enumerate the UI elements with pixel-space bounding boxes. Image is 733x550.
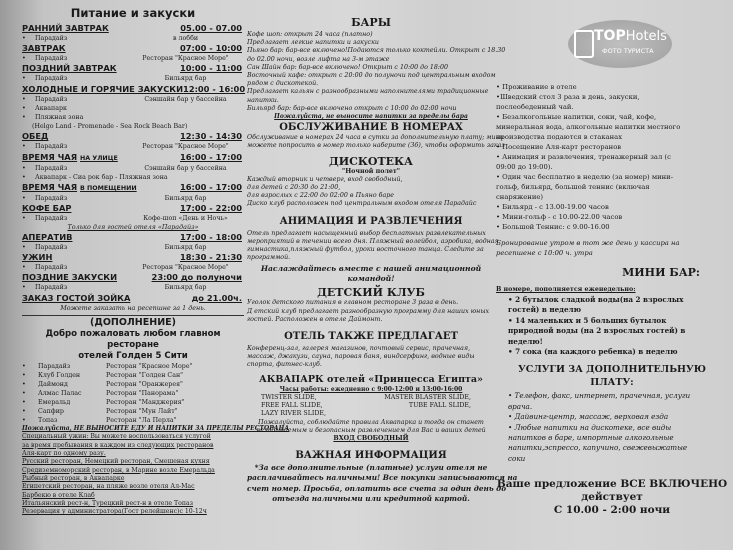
restaurant-name: Ресторан "Ла Перла" — [106, 417, 177, 425]
restaurant-row — [22, 389, 244, 398]
animation-line: Отель предлагает насыщенный выбор бесплатных развлекательных — [247, 229, 486, 237]
disco-line: Диско клуб расположен под центральным входом отеля Парадайс — [247, 200, 477, 208]
kids-club-line: Уголок детского питания в главном ресторане 3 раза в день. — [247, 299, 459, 307]
meal-spot: Кофе-шоп «День и Ночь» — [143, 215, 228, 223]
kids-club-title: ДЕТСКИЙ КЛУБ — [317, 286, 425, 300]
meal-note: Только для гостей отеля «Парадайз» — [67, 223, 199, 232]
meal-location-row — [22, 95, 244, 104]
hotel-offers-line: массаж, джакузи, сауна, паровая баня, виндсерфинг, водные виды — [247, 353, 475, 361]
inclusion-line: снаряжение) — [496, 193, 544, 201]
meal-time: 07:00 - 10:00 — [179, 43, 242, 54]
paid-services-list — [508, 391, 728, 464]
important-info-line: отъезда наличными или кредитной картой. — [272, 493, 470, 503]
special-dinner-line: Рыбный ресторан, в Аквапарке — [22, 474, 125, 482]
meal-time: 16:00 - 17:00 — [179, 151, 242, 162]
paid-service-line: • Любые напитки на дискотеке, все виды — [508, 422, 672, 432]
bullet-icon: • — [22, 381, 26, 389]
meal-location-row — [22, 283, 244, 292]
meal-name: ОБЕД — [22, 131, 49, 142]
meal-name-wrap — [22, 152, 118, 164]
inclusion-line: послеобеденный чай. — [496, 103, 574, 111]
room-service-line: можете попросить в номер только наберите (36), чтобы оформить заказ — [247, 142, 505, 150]
meal-time: 12:30 - 14:30 — [179, 131, 242, 142]
kids-club-text — [247, 299, 495, 324]
meal-name-wrap — [22, 203, 71, 214]
paid-service-line: • Телефон, факс, интернет, прачечная, услуги — [508, 391, 691, 401]
booking-line: ресепшене с 10:00 ч. утра — [496, 249, 593, 257]
meal-name-wrap — [22, 131, 48, 142]
bullet-icon: • — [22, 390, 26, 398]
meal-row — [22, 131, 244, 142]
meal-place: Парадайз — [35, 215, 68, 223]
bullet-icon: • — [22, 363, 26, 371]
meal-spot — [127, 113, 244, 122]
special-dinner-list — [22, 433, 244, 516]
animation-title: АНИМАЦИЯ И РАЗВЛЕЧЕНИЯ — [279, 215, 463, 227]
meal-name: КОФЕ БАР — [22, 203, 72, 214]
animation-line: мероприятий в течении всего дня. Пляжный волейбол, аэробика, водная — [247, 237, 499, 245]
meal-name: ВРЕМЯ ЧАЯ — [22, 182, 78, 193]
special-dinner-line: Барбекю в отеле Клаб — [22, 491, 95, 499]
special-dinner-line: Русский ресторан, Немецкий ресторан, Смешеная кухня — [22, 458, 210, 466]
meal-name: ЗАКАЗ ГОСТОЙ ЗОЙКА — [22, 292, 131, 303]
meal-spot: Сэншайн бар у бассейна — [144, 164, 227, 172]
disco-title: ДИСКОТЕКА — [328, 154, 414, 168]
animation-line: гимнастика,пляжный футбол, уроки восточного танца. Следите за — [247, 246, 484, 254]
meal-name: АПЕРАТИВ — [22, 232, 73, 243]
meal-spot — [127, 173, 244, 182]
special-dinner-line: Специальный ужин: Вы можете воспользоваться услугой — [22, 433, 211, 441]
restaurant-name: Ресторан "Панорама" — [106, 390, 179, 398]
meal-row — [22, 182, 244, 194]
slide-right: TUBE FALL SLIDE, — [408, 402, 471, 410]
inclusion-line: • Бильярд - с 13.00-19.00 часов — [496, 203, 609, 211]
aquapark-text — [247, 419, 495, 435]
animation-slogan-1: Наслаждайтесь вместе с нашей анимационной — [260, 264, 482, 274]
meal-place: Парадайз — [35, 195, 68, 203]
meal-row — [22, 293, 244, 304]
watermark-brand: TOPHotels — [594, 28, 667, 44]
allinclusive-line-2: действует — [581, 491, 643, 504]
meal-time: 17:00 - 18:00 — [179, 232, 242, 243]
disco-line: Каждый вторник и четверг, вход свободный, — [247, 175, 403, 183]
meal-spot: Ресторан "Красное Море" — [142, 264, 229, 272]
important-info-title: ВАЖНАЯ ИНФОРМАЦИЯ — [295, 450, 447, 462]
minibar-line: • 14 маленьких и 5 больших бутылок — [508, 315, 667, 325]
meal-place: Парадайз — [35, 284, 68, 292]
bullet-icon: • — [22, 114, 26, 122]
inclusion-line: гольф, бильярд, большой теннис (включая — [496, 183, 650, 191]
special-dinner-line: Аля-карт по одному разу. — [22, 450, 106, 458]
inclusion-line: производства подаются в стаканах — [496, 133, 623, 141]
bullet-icon: • — [22, 215, 26, 223]
meal-place: Пляжная зона — [35, 114, 84, 122]
bullet-icon: • — [22, 164, 26, 172]
meal-time: 23:00 до полуночи — [151, 272, 242, 283]
aquapark-line: незабываемым и безопасным развлечением для Вас и ваших детей — [256, 426, 486, 434]
minibar-line: • 7 сока (на каждого ребенка) в неделю — [508, 347, 678, 357]
paid-service-line: врача. — [508, 401, 533, 411]
restaurant-row — [22, 380, 244, 389]
meal-place: Аквапарк - Сиа рок бар - Пляжная зона — [35, 173, 168, 181]
bullet-icon: • — [22, 173, 26, 181]
inclusion-line: •Шведский стол 3 раза в день, закуски, — [496, 93, 640, 101]
bullet-icon: • — [22, 399, 26, 407]
aquapark-slides — [247, 394, 495, 419]
important-info-line: расплачивайтесь наличными! Все покупки записываются на — [247, 473, 518, 483]
meal-name-wrap — [22, 23, 109, 34]
restaurant-hotel: Парадайз — [38, 363, 71, 371]
slide-left: LAZY RIVER SLIDE, — [261, 410, 327, 418]
kids-club-line: гостей. Расположен в отеле Даймонт. — [247, 315, 383, 323]
bars-line: Сан Шайн бар: бар-все включено! Открыт с 10:00 до 18:00 — [247, 63, 449, 71]
bullet-icon: • — [22, 408, 26, 416]
meal-location-note: (Helgo Land - Promenade - Sea Rock Beach Bar) — [32, 123, 188, 131]
minibar-line: • 2 бутылок сладкой воды(на 2 взрослых — [508, 295, 684, 304]
disco-subtitle: "Ночной полет" — [341, 167, 401, 175]
restaurant-row — [22, 407, 244, 416]
minibar-intro: В номере, пополняется еженедельно: — [496, 286, 636, 293]
inclusions-list — [496, 82, 728, 232]
meal-time: 17:00 - 22:00 — [179, 203, 242, 214]
meal-name-wrap — [22, 293, 130, 304]
meal-name-wrap — [22, 252, 52, 263]
food-notice: Пожалуйста, НЕ ВЫНОСИТЕ ЕДУ И НАПИТКИ ЗА ПРЕДЕЛЫ РЕСТОРАНА — [22, 425, 290, 433]
paid-service-line: напитки,эспрессо, капучино, свежевыжатые — [508, 443, 688, 453]
meals-list — [22, 23, 244, 304]
meal-name-wrap — [22, 272, 117, 283]
meal-time: 16:00 - 17:00 — [179, 182, 242, 193]
meal-name: ПОЗДНИЕ ЗАКУСКИ — [22, 272, 118, 283]
animation-text — [247, 229, 499, 263]
hotel-offers-text — [247, 345, 495, 370]
important-info-line: *За все дополнительные (платные) услуги отеля не — [254, 463, 488, 473]
special-dinner-line: за время пребывания в каждом из следующих ресторанов — [22, 441, 214, 449]
meal-location-row — [22, 243, 244, 252]
bullet-icon: • — [22, 35, 26, 42]
animation-line: программой. — [247, 254, 291, 262]
restaurant-row — [22, 398, 244, 407]
meal-spot: в лобби — [172, 35, 199, 42]
meal-row — [22, 84, 244, 95]
meal-place: Парадайз — [35, 264, 68, 272]
booking-line: Бронирование утром в тот же день у кассира на — [496, 239, 680, 247]
bars-line: напитки. — [247, 96, 279, 104]
meal-place: Парадайз — [35, 55, 68, 63]
meal-name-tail: В ПОМЕЩЕНИИ — [80, 185, 137, 193]
disco-text — [247, 176, 495, 209]
meal-name-wrap — [22, 43, 66, 54]
meal-spot: Ресторан "Красное Море" — [142, 143, 229, 151]
meal-location-row — [22, 173, 244, 182]
meal-location-row — [22, 74, 244, 83]
meal-row — [22, 43, 244, 54]
animation-slogan-2: командой! — [347, 274, 395, 284]
room-service-line: Обслуживание в номерах 24 часа в сутки за дополнительную плату; мини — [247, 134, 504, 142]
bullet-icon: • — [22, 284, 26, 292]
minibar-list — [508, 295, 728, 357]
meal-place: Парадайз — [35, 35, 68, 42]
meal-row — [22, 152, 244, 164]
meal-row — [22, 272, 244, 283]
inclusion-line: • Большой Теннис: с 9.00-16.00 — [496, 223, 610, 231]
meal-location-row — [22, 194, 244, 203]
meal-place: Парадайз — [35, 143, 68, 151]
restaurant-row — [22, 362, 244, 371]
inclusion-line: минеральная вода, алкогольные напитки местного — [496, 123, 681, 131]
meal-name-wrap — [22, 84, 183, 95]
meal-place: Парадайз — [35, 75, 68, 83]
package-column — [496, 52, 728, 517]
meal-spot: Бильярд бар — [164, 195, 207, 203]
bars-title: БАРЫ — [351, 16, 391, 29]
bars-line: Пьяно бар: бар-все включено!Подаются только коктейли. Открыт с 18.30 — [247, 47, 506, 55]
meal-name-wrap — [22, 232, 72, 243]
inclusion-line: • Посещение Аля-карт ресторанов — [496, 143, 622, 151]
meal-row — [22, 232, 244, 243]
watermark-caption: ФОТО ТУРИСТА — [602, 47, 654, 55]
bullet-icon: • — [22, 95, 26, 103]
meal-time: 18:30 - 21:30 — [179, 252, 242, 263]
special-dinner-line: Резервация у администратора(Гост релейшенс)с 10-12ч — [22, 508, 207, 516]
meal-name-wrap — [22, 63, 117, 74]
meal-spot — [127, 104, 244, 113]
bars-line: Предлагает легкие напитки и закуски — [247, 39, 379, 47]
meal-location-row — [22, 214, 244, 223]
minibar-line: гостей) в неделю — [508, 305, 581, 315]
meal-spot: Бильярд бар — [164, 284, 207, 292]
meal-time: 05.00 - 07.00 — [180, 23, 242, 33]
bars-list — [247, 31, 506, 113]
restaurant-list — [22, 362, 244, 425]
restaurant-row — [22, 416, 244, 425]
hotel-offers-title: ОТЕЛЬ ТАКЖЕ ПРЕДЛАГАЕТ — [284, 331, 458, 343]
restaurant-hotel: Емеральд — [38, 399, 71, 407]
minibar-line: неделю! — [508, 336, 543, 346]
meal-spot: Ресторан "Красное Море" — [142, 55, 229, 63]
slide-row — [247, 402, 495, 410]
hotel-offers-line: Конференц-зал, галерея магазинов, почтовый сервис, прачечная, — [247, 345, 471, 353]
inclusion-line: • Анимация и развлечения, тренажерный зал (с — [496, 153, 671, 161]
paid-service-line: • Дайвинг-центр, массаж, верховая езда — [508, 412, 669, 422]
meal-name: РАННИЙ ЗАВТРАК — [22, 23, 109, 33]
aquapark-title: АКВАПАРК отелей «Принцесса Египта» — [259, 373, 483, 385]
inclusion-line: • Безалкогольные напитки, соки, чай, кофе, — [496, 113, 657, 121]
meal-name: УЖИН — [22, 252, 53, 263]
important-info-line: счет номер. Просьба, оплатить все счета за один день до — [247, 483, 507, 493]
restaurant-name: Ресторан "Мун Лайт" — [106, 408, 178, 416]
bullet-icon: • — [22, 104, 26, 112]
bullet-icon: • — [22, 417, 26, 425]
meal-place: Парадайз — [35, 244, 68, 252]
meal-place: Аквапарк — [35, 104, 67, 112]
meal-name-wrap — [22, 182, 137, 194]
meal-spot: Сэншайн бар у бассейна — [144, 95, 227, 103]
inclusion-line: 09:00 до 19:00). — [496, 163, 553, 171]
meal-spot: Бильярд бар — [164, 75, 207, 83]
restaurant-hotel: Сапфир — [38, 408, 64, 416]
hotel-offers-line: спорта, фитнес-клуб. — [247, 361, 322, 369]
inclusion-line: • Мини-гольф - с 10.00-22.00 часов — [496, 213, 623, 221]
bullet-icon: • — [22, 244, 26, 252]
room-service-title: ОБСЛУЖИВАНИЕ В НОМЕРАХ — [279, 122, 463, 134]
disco-line: для взрослых с 22:00 до 02:00 в Пьяно баре — [247, 192, 394, 200]
inclusion-line: • Проживание в отеле — [496, 83, 577, 91]
bullet-icon: • — [22, 143, 26, 151]
aquapark-free-entry: ВХОД СВОБОДНЫЙ — [333, 434, 409, 442]
restaurant-hotel: Алмас Палас — [38, 390, 82, 398]
order-note: Можете заказать на ресепшне за 1 день. — [60, 303, 206, 312]
restaurant-name: Ресторан "Красное Море" — [106, 363, 193, 371]
restaurant-name: Ресторан "Оранжерея" — [106, 381, 183, 389]
restaurant-row — [22, 371, 244, 380]
meal-location-row — [22, 34, 244, 43]
meals-title: Питание и закуски — [70, 6, 196, 20]
meal-name-tail: НА УЛИЦЕ — [80, 154, 118, 162]
special-dinner-line: Средиземноморский ресторан, в Марине возле Емеральда — [22, 466, 215, 474]
meal-name: ЗАВТРАК — [22, 43, 66, 54]
inclusion-line: • Один час бесплатно в неделю (за номер) мини- — [496, 173, 674, 181]
paid-services-title: УСЛУГИ ЗА ДОПОЛНИТЕЛЬНУЮ ПЛАТУ: — [518, 364, 706, 389]
bullet-icon: • — [22, 372, 26, 380]
allinclusive-line-3: С 10.00 - 2:00 ночи — [553, 504, 671, 517]
addon-subtitle-1: Добро пожаловать любом главном ресторане — [45, 329, 221, 351]
slide-right: MASTER BLASTER SLIDE, — [384, 393, 471, 401]
restaurant-hotel: Даймонд — [38, 381, 68, 389]
meal-location-row — [22, 263, 244, 272]
paid-service-line: соки — [508, 453, 526, 463]
restaurant-name: Ресторан "Манджерия" — [106, 399, 185, 407]
aquapark-hours: Часы работы: ежедневно с 9:00-12:00 и 13:00-16:00 — [279, 385, 463, 393]
bars-line: Восточный кафе: открыт с 20:00 до полуночи под центральным входом — [247, 72, 496, 80]
paid-service-line: напитков в баре, импортные алкогольные — [508, 433, 674, 443]
addon-subtitle-2: отелей Голден 5 Сити — [78, 351, 188, 362]
meal-location-row — [22, 164, 244, 173]
disco-line: для детей с 20:30 до 21:00, — [247, 184, 341, 192]
slide-row — [247, 410, 495, 418]
meal-row — [22, 23, 244, 34]
special-dinner-line: Египетский ресторан, на пляже возле отеля Ал-Мас — [22, 483, 195, 491]
meal-place: Парадайз — [35, 164, 68, 172]
meal-location-row — [22, 142, 244, 151]
bars-line: до 02.00 ночи, возле лифта на 3-м этаже — [247, 55, 390, 63]
kids-club-line: Д етский клуб предлагает разнообразную программу для наших юных — [247, 307, 490, 315]
special-dinner-line: Итальянский рест-н, Турецкий рест-н в отеле Топаз — [22, 499, 194, 507]
bars-notice: Пожалуйста, не выносите напитки за пределы бара — [274, 113, 468, 121]
bullet-icon: • — [22, 195, 26, 203]
bars-line: рядом с дискотекой. — [247, 80, 319, 88]
slide-left: TWISTER SLIDE, — [261, 393, 317, 401]
aquapark-line: Пожалуйста, соблюдайте правила Аквапарка и тогда он станет — [258, 418, 484, 426]
meal-row — [22, 63, 244, 74]
meal-name: ХОЛОДНЫЕ И ГОРЯЧИЕ ЗАКУСКИ — [22, 83, 184, 94]
meal-name: ВРЕМЯ ЧАЯ — [22, 151, 78, 162]
bars-line: Предлагает кальян с разнообразными наполнителями традиционные — [247, 88, 489, 96]
slide-row — [247, 394, 495, 402]
booking-note — [496, 238, 728, 258]
meal-place: Парадайз — [35, 95, 68, 103]
allinclusive-line-1: Ваше предложение ВСЕ ВКЛЮЧЕНО — [496, 478, 728, 491]
meal-row — [22, 203, 244, 214]
meal-time: 10:00 - 11:00 — [179, 63, 242, 74]
meal-time: до 21.00ч. — [191, 292, 242, 303]
meal-location-row — [22, 104, 244, 113]
meal-row — [22, 252, 244, 263]
bars-line: Бильярд бар: бар-все включено открыт с 10:00 до 02:00 ночи — [247, 104, 457, 112]
minibar-line: природной воды (на 2 взрослых гостей) в — [508, 326, 686, 336]
addon-title: (ДОПОЛНЕНИЕ) — [90, 317, 176, 329]
meal-name: ПОЗДНИЙ ЗАВТРАК — [22, 63, 117, 74]
meal-location-row — [22, 113, 244, 122]
restaurant-hotel: Топаз — [38, 417, 58, 425]
bullet-icon: • — [22, 75, 26, 83]
bullet-icon: • — [22, 264, 26, 272]
divider — [22, 315, 244, 316]
bullet-icon: • — [22, 55, 26, 63]
slide-left: FREE FALL SLIDE, — [261, 402, 323, 410]
meal-time: 12:00 - 16:00 — [183, 83, 246, 94]
room-service-text — [247, 134, 505, 150]
important-info-text — [247, 463, 518, 504]
bars-line: Кофе шоп: открыт 24 часа (платно) — [247, 31, 373, 38]
meal-spot: Бильярд бар — [164, 244, 207, 252]
restaurant-hotel: Клуб Голден — [38, 372, 81, 380]
minibar-title: МИНИ БАР: — [622, 266, 700, 279]
restaurant-name: Ресторан "Голден Сан" — [106, 372, 184, 380]
